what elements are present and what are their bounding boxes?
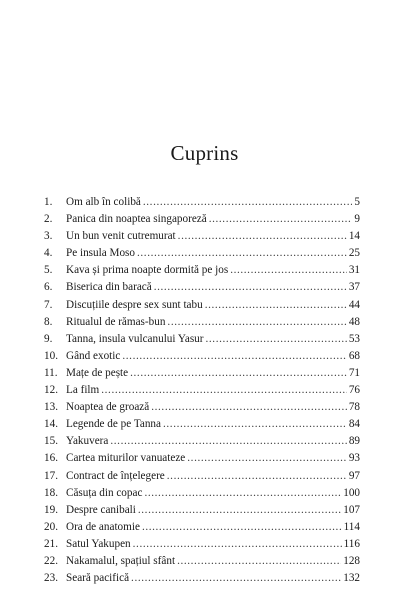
toc-entry-title: Mațe de pește xyxy=(66,366,129,379)
toc-entry-title: Contract de înțelegere xyxy=(66,469,165,482)
toc-entry-title: Căsuța din copac xyxy=(66,486,143,499)
toc-dot-leader xyxy=(205,297,347,314)
toc-entry-number: 23. xyxy=(44,572,58,585)
toc-entry-page-number: 14 xyxy=(348,230,360,243)
toc-entry xyxy=(44,519,360,536)
toc-entry-page-number: 76 xyxy=(348,384,360,397)
toc-entry-page-number: 5 xyxy=(354,196,360,208)
toc-entry-title: Legende de pe Tanna xyxy=(66,418,161,431)
toc-entry-number: 6. xyxy=(44,281,53,294)
toc-entry-page-number: 93 xyxy=(348,452,360,465)
toc-dot-leader xyxy=(177,553,341,570)
toc-dot-leader xyxy=(110,433,346,450)
toc-entry xyxy=(44,468,360,485)
toc-entry-number: 8. xyxy=(44,315,53,328)
toc-entry-page-number: 97 xyxy=(348,469,360,482)
toc-entry-number: 10. xyxy=(44,349,58,362)
toc-entry-number: 20. xyxy=(44,520,58,533)
page-title: Cuprins xyxy=(170,141,239,165)
toc-dot-leader xyxy=(137,245,347,262)
toc-entry-page-number: 114 xyxy=(343,520,360,533)
toc-dot-leader xyxy=(142,519,342,536)
toc-entry-page-number: 25 xyxy=(348,247,360,260)
toc-entry xyxy=(44,211,360,228)
toc-entry-page-number: 128 xyxy=(343,554,360,567)
toc-entry-title: Pe insula Moso xyxy=(66,247,135,260)
toc-entry-page-number: 84 xyxy=(348,418,360,431)
toc-entry xyxy=(44,279,360,296)
toc-dot-leader xyxy=(167,314,346,331)
toc-dot-leader xyxy=(187,450,347,467)
toc-entry xyxy=(44,331,360,348)
toc-dot-leader xyxy=(230,262,347,279)
toc-dot-leader xyxy=(101,382,347,399)
toc-entry-number: 18. xyxy=(44,486,58,499)
table-of-contents xyxy=(44,194,360,587)
toc-entry-title: Biserica din baracă xyxy=(66,281,152,294)
toc-dot-leader xyxy=(143,194,353,211)
toc-entry-title: Gând exotic xyxy=(66,349,121,362)
toc-entry xyxy=(44,485,360,502)
toc-entry-page-number: 100 xyxy=(343,486,360,499)
toc-entry-title: Nakamalul, spațiul sfânt xyxy=(66,554,176,567)
toc-dot-leader xyxy=(144,485,341,502)
toc-dot-leader xyxy=(178,228,347,245)
toc-entry-title: Discuțiile despre sex sunt tabu xyxy=(66,298,203,311)
toc-entry xyxy=(44,382,360,399)
toc-entry-number: 22. xyxy=(44,554,58,567)
toc-entry xyxy=(44,570,360,587)
toc-entry xyxy=(44,450,360,467)
toc-entry-page-number: 9 xyxy=(354,213,360,226)
toc-entry-page-number: 44 xyxy=(348,298,360,311)
toc-entry-page-number: 48 xyxy=(348,315,360,328)
toc-entry-page-number: 89 xyxy=(348,435,360,448)
toc-entry-number: 2. xyxy=(44,213,53,226)
toc-entry-title: Yakuvera xyxy=(66,435,109,448)
toc-entry-page-number: 132 xyxy=(343,572,360,585)
toc-entry xyxy=(44,297,360,314)
toc-entry-number: 13. xyxy=(44,401,58,414)
toc-dot-leader xyxy=(163,416,347,433)
toc-entry-number: 15. xyxy=(44,435,58,448)
toc-dot-leader xyxy=(133,536,342,553)
toc-entry xyxy=(44,314,360,331)
toc-entry-page-number: 68 xyxy=(348,349,360,362)
toc-entry xyxy=(44,245,360,262)
toc-entry-number: 9. xyxy=(44,332,53,345)
toc-entry xyxy=(44,433,360,450)
toc-entry-page-number: 71 xyxy=(348,366,360,379)
toc-dot-leader xyxy=(130,365,347,382)
toc-entry-number: 3. xyxy=(44,230,53,243)
toc-entry xyxy=(44,194,360,211)
toc-dot-leader xyxy=(151,399,347,416)
toc-entry-number: 14. xyxy=(44,418,58,431)
toc-entry-title: Noaptea de groază xyxy=(66,401,150,414)
toc-entry xyxy=(44,399,360,416)
toc-entry-number: 5. xyxy=(44,264,53,277)
toc-entry-title: Cartea miturilor vanuateze xyxy=(66,452,186,465)
toc-entry xyxy=(44,502,360,519)
toc-dot-leader xyxy=(206,331,347,348)
toc-entry-page-number: 116 xyxy=(343,537,360,550)
toc-entry-number: 4. xyxy=(44,247,53,260)
toc-entry-title: Ora de anatomie xyxy=(66,520,140,533)
toc-dot-leader xyxy=(138,502,341,519)
toc-dot-leader xyxy=(131,570,341,587)
toc-dot-leader xyxy=(209,211,353,228)
toc-entry xyxy=(44,365,360,382)
toc-entry xyxy=(44,228,360,245)
toc-entry-page-number: 37 xyxy=(348,281,360,294)
toc-entry-title: Tanna, insula vulcanului Yasur xyxy=(66,332,204,345)
toc-dot-leader xyxy=(167,468,347,485)
toc-entry-number: 21. xyxy=(44,537,58,550)
toc-entry-title: Un bun venit cutremurat xyxy=(66,230,176,243)
toc-entry xyxy=(44,262,360,279)
toc-entry xyxy=(44,416,360,433)
toc-entry-title: La film xyxy=(66,384,100,397)
toc-entry-number: 7. xyxy=(44,298,53,311)
toc-entry-number: 12. xyxy=(44,384,58,397)
toc-dot-leader xyxy=(122,348,346,365)
toc-entry-number: 16. xyxy=(44,452,58,465)
toc-entry-number: 1. xyxy=(44,196,53,208)
toc-entry-number: 11. xyxy=(44,366,58,379)
toc-entry-title: Panica din noaptea singaporeză xyxy=(66,213,207,226)
toc-entry-number: 17. xyxy=(44,469,58,482)
toc-entry xyxy=(44,536,360,553)
toc-entry-page-number: 31 xyxy=(348,264,360,277)
toc-entry-page-number: 107 xyxy=(343,503,360,516)
toc-entry-page-number: 53 xyxy=(348,332,360,345)
toc-entry-title: Om alb în colibă xyxy=(66,196,141,208)
toc-entry-title: Kava și prima noapte dormită pe jos xyxy=(66,264,229,277)
toc-entry xyxy=(44,553,360,570)
toc-entry-title: Despre canibali xyxy=(66,503,136,516)
toc-entry xyxy=(44,348,360,365)
toc-dot-leader xyxy=(154,279,347,296)
toc-entry-number: 19. xyxy=(44,503,58,516)
toc-entry-title: Ritualul de rămas-bun xyxy=(66,315,166,328)
toc-entry-title: Seară pacifică xyxy=(66,572,130,585)
toc-entry-page-number: 78 xyxy=(348,401,360,414)
toc-entry-title: Satul Yakupen xyxy=(66,537,131,550)
